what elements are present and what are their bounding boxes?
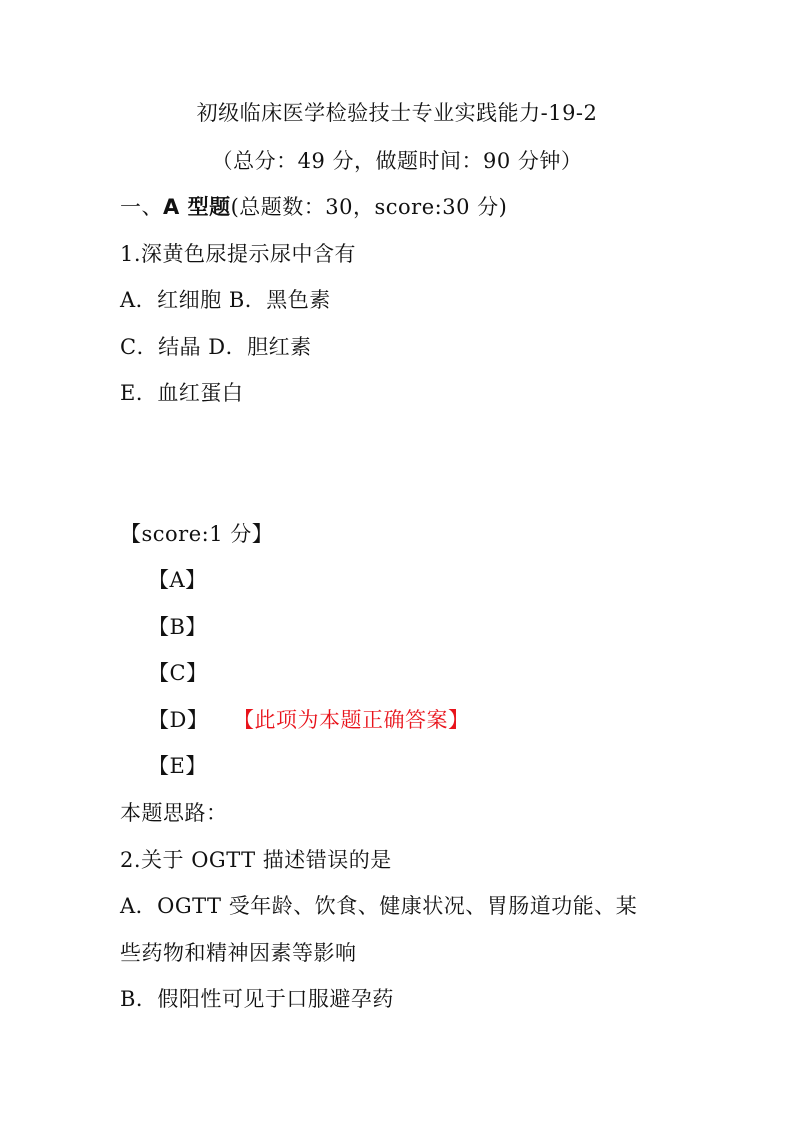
section-prefix: 一、 bbox=[120, 195, 163, 219]
question-1-options-line-3: E．血红蛋白 bbox=[120, 381, 244, 405]
question-1-stem: 1.深黄色尿提示尿中含有 bbox=[120, 242, 357, 266]
section-heading bbox=[120, 192, 507, 222]
question-2-stem: 2.关于 OGTT 描述错误的是 bbox=[120, 848, 392, 872]
choice-b[interactable]: 【B】 bbox=[148, 615, 207, 639]
question-1-score: 【score:1 分】 bbox=[120, 522, 274, 546]
choice-c[interactable]: 【C】 bbox=[148, 661, 208, 685]
choice-e[interactable]: 【E】 bbox=[148, 754, 207, 778]
document-title: 初级临床医学检验技士专业实践能力-19-2 bbox=[196, 101, 598, 125]
section-info: (总题数：30，score:30 分) bbox=[230, 195, 508, 219]
question-1-options-line-2: C．结晶 D．胆红素 bbox=[120, 335, 312, 359]
choice-a[interactable]: 【A】 bbox=[148, 568, 207, 592]
question-2-option-b: B．假阳性可见于口服避孕药 bbox=[120, 987, 394, 1011]
question-1-analysis: 本题思路： bbox=[120, 801, 228, 825]
question-2-option-a-line-1: A．OGTT 受年龄、饮食、健康状况、胃肠道功能、某 bbox=[120, 894, 638, 918]
correct-answer-note: 【此项为本题正确答案】 bbox=[233, 708, 470, 732]
choice-d[interactable]: 【D】 bbox=[148, 708, 209, 732]
question-1-options-line-1: A．红细胞 B．黑色素 bbox=[120, 288, 331, 312]
section-name: A 型题 bbox=[163, 195, 231, 219]
question-2-option-a-line-2: 些药物和精神因素等影响 bbox=[120, 941, 357, 965]
document-subtitle: （总分：49 分，做题时间：90 分钟） bbox=[211, 149, 583, 173]
